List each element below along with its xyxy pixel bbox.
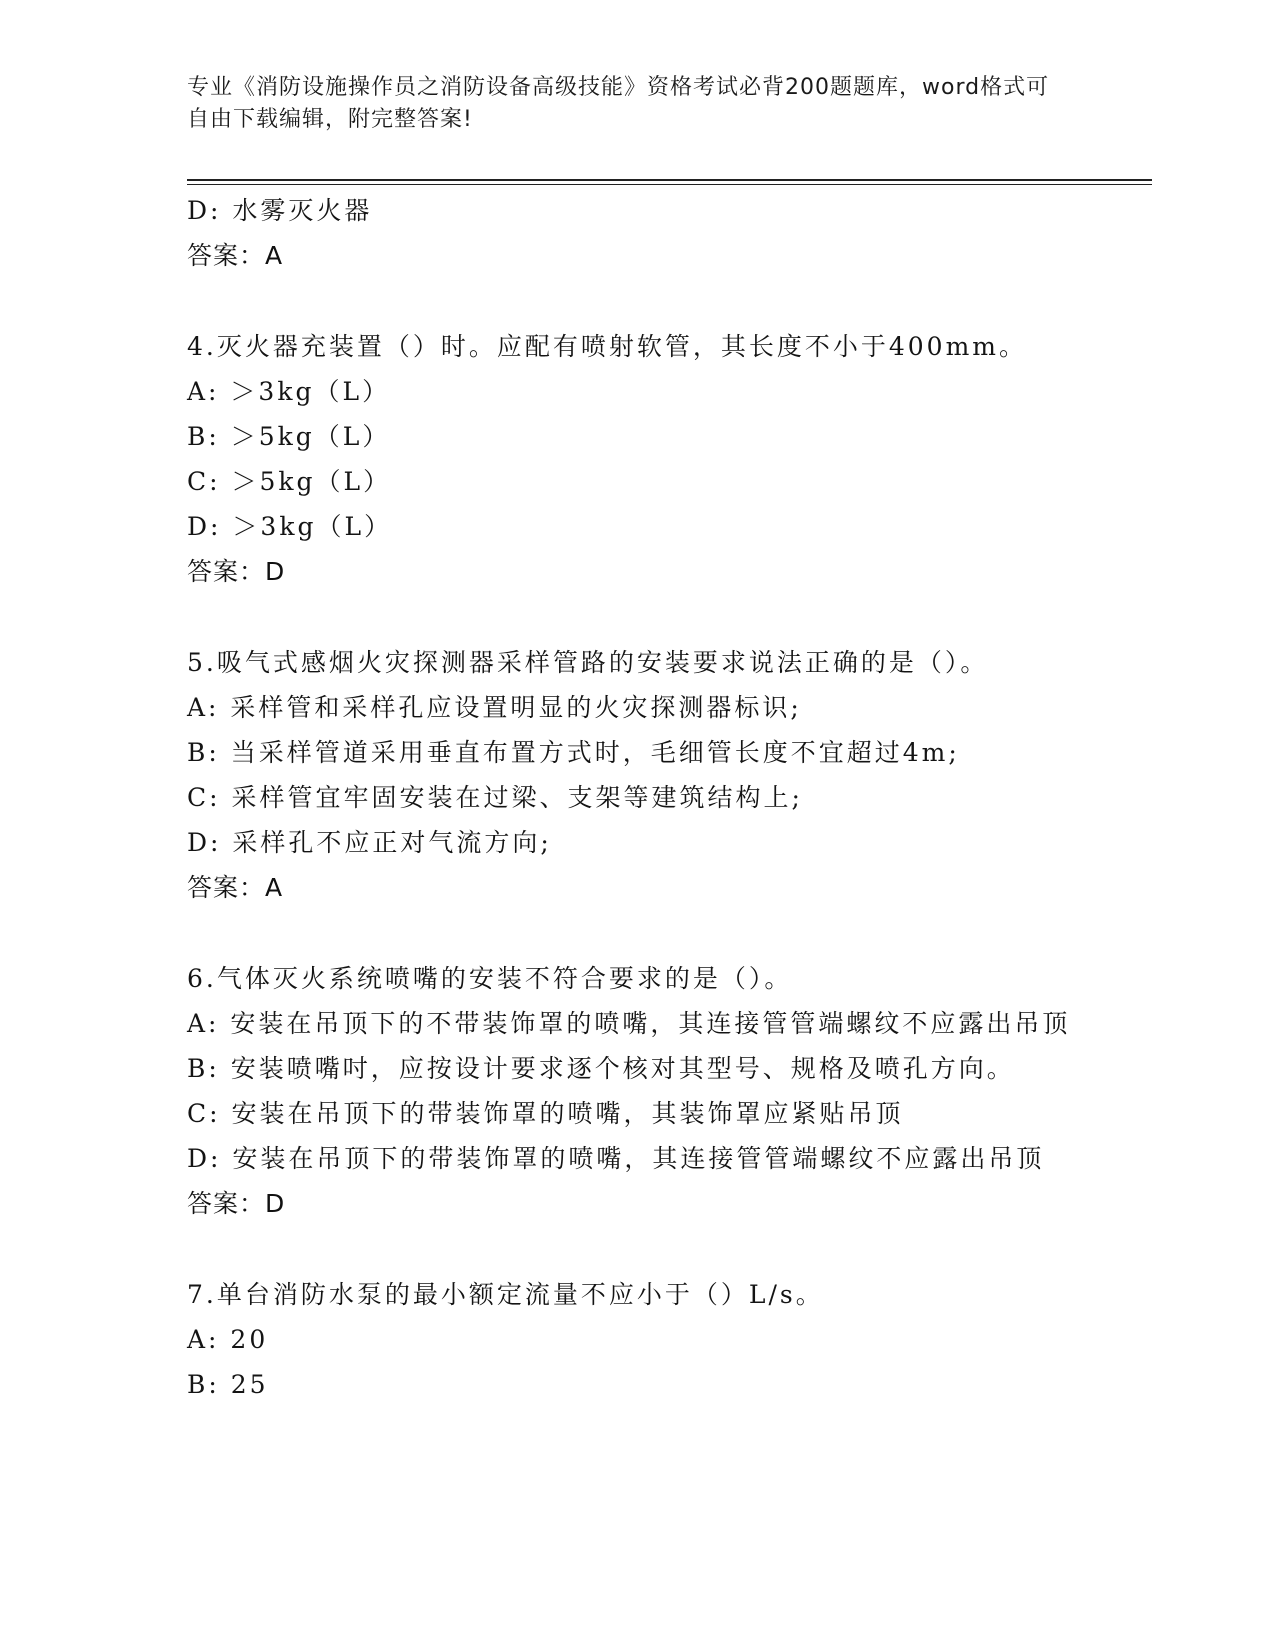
question-stem: 6.气体灭火系统喷嘴的安装不符合要求的是（）。 [187, 964, 793, 993]
question-4 [187, 324, 1087, 594]
option-a: A: 20 [187, 1325, 269, 1354]
option-a: A: 采样管和采样孔应设置明显的火灾探测器标识; [187, 693, 802, 722]
option-d: D: 安装在吊顶下的带装饰罩的喷嘴，其连接管管端螺纹不应露出吊顶 [187, 1144, 1045, 1173]
question-7 [187, 1272, 1087, 1407]
option-c: C: 采样管宜牢固安装在过梁、支架等建筑结构上; [187, 783, 803, 812]
question-fragment [187, 188, 1087, 278]
answer-line: 答案：A [187, 873, 284, 902]
question-stem: 7.单台消防水泵的最小额定流量不应小于（）L/s。 [187, 1280, 824, 1309]
header-divider-thick [187, 179, 1152, 181]
header-divider-thin [187, 184, 1152, 185]
option-b: B: 安装喷嘴吋，应按设计要求逐个核对其型号、规格及喷孔方向。 [187, 1054, 1015, 1083]
option-b: B: ＞5kg（L） [187, 422, 391, 451]
question-stem: 5.吸气式感烟火灾探测器采样管路的安装要求说法正确的是（）。 [187, 648, 989, 677]
option-d: D: 水雾灭火器 [187, 196, 373, 225]
spacer [187, 594, 1087, 640]
spacer [187, 1226, 1087, 1272]
question-stem: 4.灭火器充装置（）时。应配有喷射软管，其长度不小于400mm。 [187, 332, 1027, 361]
option-d: D: 采样孔不应正对气流方向; [187, 828, 552, 857]
document-header: 专业《消防设施操作员之消防设备高级技能》资格考试必背200题题库，word格式可自由下载编辑，附完整答案! [187, 75, 1050, 132]
question-5 [187, 640, 1087, 910]
option-b: B: 25 [187, 1370, 269, 1399]
spacer [187, 910, 1087, 956]
answer-line: 答案：A [187, 241, 284, 270]
option-b: B: 当采样管道采用垂直布置方式时，毛细管长度不宜超过4m; [187, 738, 960, 767]
option-a: A: 安装在吊顶下的不带装饰罩的喷嘴，其连接管管端螺纹不应露出吊顶 [187, 1009, 1071, 1038]
question-6 [187, 956, 1087, 1226]
option-d: D: ＞3kg（L） [187, 512, 393, 541]
option-c: C: 安装在吊顶下的带装饰罩的喷嘴，其装饰罩应紧贴吊顶 [187, 1099, 904, 1128]
spacer [187, 278, 1087, 324]
option-a: A: ＞3kg（L） [187, 377, 391, 406]
option-c: C: ＞5kg（L） [187, 467, 392, 496]
answer-line: 答案：D [187, 1189, 286, 1218]
answer-line: 答案：D [187, 557, 286, 586]
question-list [187, 188, 1087, 1407]
